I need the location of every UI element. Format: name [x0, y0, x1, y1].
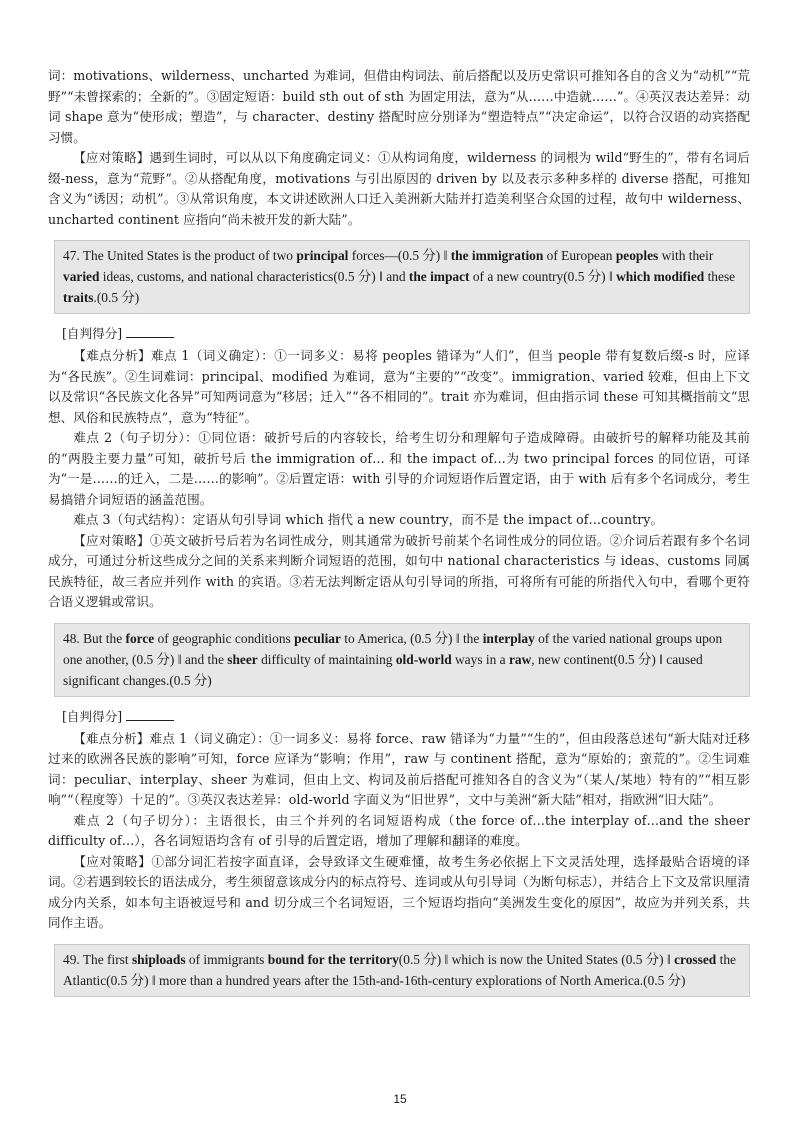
sentence-text: ways in a [451, 651, 509, 667]
sentence-text: difficulty of maintaining [257, 651, 396, 667]
strategy-paragraph: 【应对策略】①英文破折号后若为名词性成分，则其通常为破折号前某个名词性成分的同位语。②介词后若跟有多个名词成分，可通过分析这些成分之间的关系来判断介词短语的范围，如句中 national characteristics 与 ideas、customs 同属民族特征，故三者应并列作 with 的宾语。③若无法判断定语从句引导词的所指，可将所有可能的所指代入句中，看哪个更符合语义逻辑或常识。 [48, 532, 750, 609]
score-blank[interactable] [126, 325, 174, 338]
difficulty-2-paragraph: 难点 2（句子切分）：①同位语：破折号后的内容较长，给考生切分和理解句子造成障碍。由破折号的解释功能及其前的“两股主要力量”可知，破折号后 the immigration of… 和 the impact of…为 two principal forces 的同位语，可译为“一是……的迁入，二是……的影响”。②后置定语：with 引导的介词短语作后置定语，由于 with 后有多个名词成分，考生易搞错介词短语的涵盖范围。 [48, 430, 750, 507]
strategy-paragraph: 【应对策略】①部分词汇若按字面直译，会导致译文生硬难懂，故考生务必依据上下文灵活处理，选择最贴合语境的译词。②若遇到较长的语法成分，考生须留意该成分内的标点符号、连词或从句引导词（为断句标志），并结合上下文及常识厘清成分内关系，如本句主语被逗号和 and 切分成三个名词短语，三个短语均指向“美洲发生变化的原因”，故应为并列关系，共同作主语。 [48, 853, 750, 930]
sentence-text: these [704, 269, 736, 284]
key-term: old-world [395, 651, 452, 667]
key-term: shiploads [131, 951, 186, 967]
key-term: crossed [674, 951, 717, 967]
sentence-text: of immigrants [185, 951, 268, 967]
key-term: bound for the territory [267, 951, 399, 967]
key-term: which modified [616, 269, 705, 284]
sentence-text: with their [658, 248, 714, 263]
key-term: raw [508, 651, 532, 667]
question-47-box [54, 240, 750, 314]
difficulty-analysis-paragraph: 【难点分析】难点 1（词义确定）：①一词多义：易将 force、raw 错译为“力量”“生的”，但由段落总述句“新大陆对迁移过来的欧洲各民族的影响”可知，force 应译为“影响；作用”，raw 与 continent 搭配，意为“原始的；蛮荒的”。②生词难词：peculiar、interplay、sheer 为难词，但由上文、构词及前后搭配可推知各自的含义为“（某人/某地）特有的”“相互影响”“（程度等）十足的”。③英汉表达差异：old-world 字面义为“旧世界”，文中与美洲“新大陆”相对，指欧洲“旧大陆”。 [48, 730, 750, 807]
text-paragraph: 词：motivations、wilderness、uncharted 为难词，但借由构词法、前后搭配以及历史常识可推知各自的含义为“动机”“荒野”“未曾探索的；全新的”。③固定短语：build sth out of sth 为固定用法，意为“从……中造就……”。④英汉表达差异：动词 shape 意为“使形成；塑造”，与 character、destiny 搭配时应分别译为“塑造特点”“决定命运”，以符合汉语的动宾搭配习惯。 [48, 68, 750, 145]
question-49-box [54, 944, 750, 997]
sentence-text: ideas, customs, and national characteristics(0.5 分) ‖ and [99, 269, 409, 284]
sentence-text: (0.5 分) ‖ which is now the United States (0.5 分) ‖ [398, 951, 675, 967]
sentence-text: the Atlantic(0.5 分) ‖ more than a hundred years after the 15th-and-16th-century explorations of North America.(0.5 分) [63, 951, 736, 988]
self-score-label: [自判得分] [62, 707, 750, 727]
difficulty-2-paragraph: 难点 2（句子切分）：主语很长，由三个并列的名词短语构成（the force of…the interplay of…and the sheer difficulty of…），各名词短语均含有 of 引导的后置定语，增加了理解和翻译的难度。 [48, 812, 750, 848]
sentence-text: , new continent(0.5 分) ‖ caused significant changes.(0.5 分) [63, 651, 703, 688]
difficulty-analysis-paragraph: 【难点分析】难点 1（词义确定）：①一词多义：易将 peoples 错译为“人们”，但当 people 带有复数后缀-s 时，应译为“各民族”。②生词难词：principal、modified 为难词，意为“主要的”“改变”。immigration、varied 较难，但由上下文以及常识“各民族文化各异”可知两词意为“移居；迁入”“各不相同的”。trait 亦为难词，但由指示词 these 可知其概指前文“思想、风俗和民族特点”，意为“特征”。 [48, 348, 750, 425]
key-term: traits [63, 290, 94, 305]
sentence-text: 48. But the [63, 630, 126, 646]
key-term: varied [63, 269, 100, 284]
page-content [48, 66, 750, 1007]
key-term: force [125, 630, 155, 646]
score-blank[interactable] [126, 708, 174, 721]
strategy-paragraph: 【应对策略】遇到生词时，可以从以下角度确定词义：①从构词角度，wilderness 的词根为 wild“野生的”，带有名词后缀-ness，意为“荒野”。②从搭配角度，motivations 与引出原因的 driven by 以及表示多种多样的 diverse 搭配，可推知含义为“诱因；动机”。③从常识角度，本文讲述欧洲人口迁入美洲新大陆并打造美利坚合众国的过程，故句中 wilderness、uncharted continent 应指向“尚未被开发的新大陆”。 [48, 150, 750, 227]
page-number: 15 [393, 1092, 407, 1106]
sentence-text: 47. The United States is the product of two [63, 248, 297, 263]
sentence-text: of European [543, 248, 616, 263]
sentence-text: forces—(0.5 分) ‖ [348, 248, 451, 263]
sentence-text: 49. The first [63, 951, 132, 967]
key-term: peculiar [294, 630, 341, 646]
key-term: the impact [408, 269, 470, 284]
key-term: sheer [227, 651, 258, 667]
self-score-label: [自判得分] [62, 324, 750, 344]
key-term: principal [296, 248, 349, 263]
key-term: the immigration [450, 248, 544, 263]
sentence-text: of geographic conditions [154, 630, 295, 646]
key-term: interplay [482, 630, 535, 646]
sentence-text: .(0.5 分) [93, 290, 140, 305]
key-term: peoples [615, 248, 659, 263]
sentence-text: to America, (0.5 分) ‖ the [340, 630, 483, 646]
sentence-text: of a new country(0.5 分) ‖ [469, 269, 617, 284]
question-48-box [54, 623, 750, 697]
difficulty-3-paragraph: 难点 3（句式结构）：定语从句引导词 which 指代 a new country，而不是 the impact of…country。 [73, 512, 664, 527]
sentence-text: of the varied national groups upon one another, (0.5 分) ‖ and the [63, 630, 723, 667]
